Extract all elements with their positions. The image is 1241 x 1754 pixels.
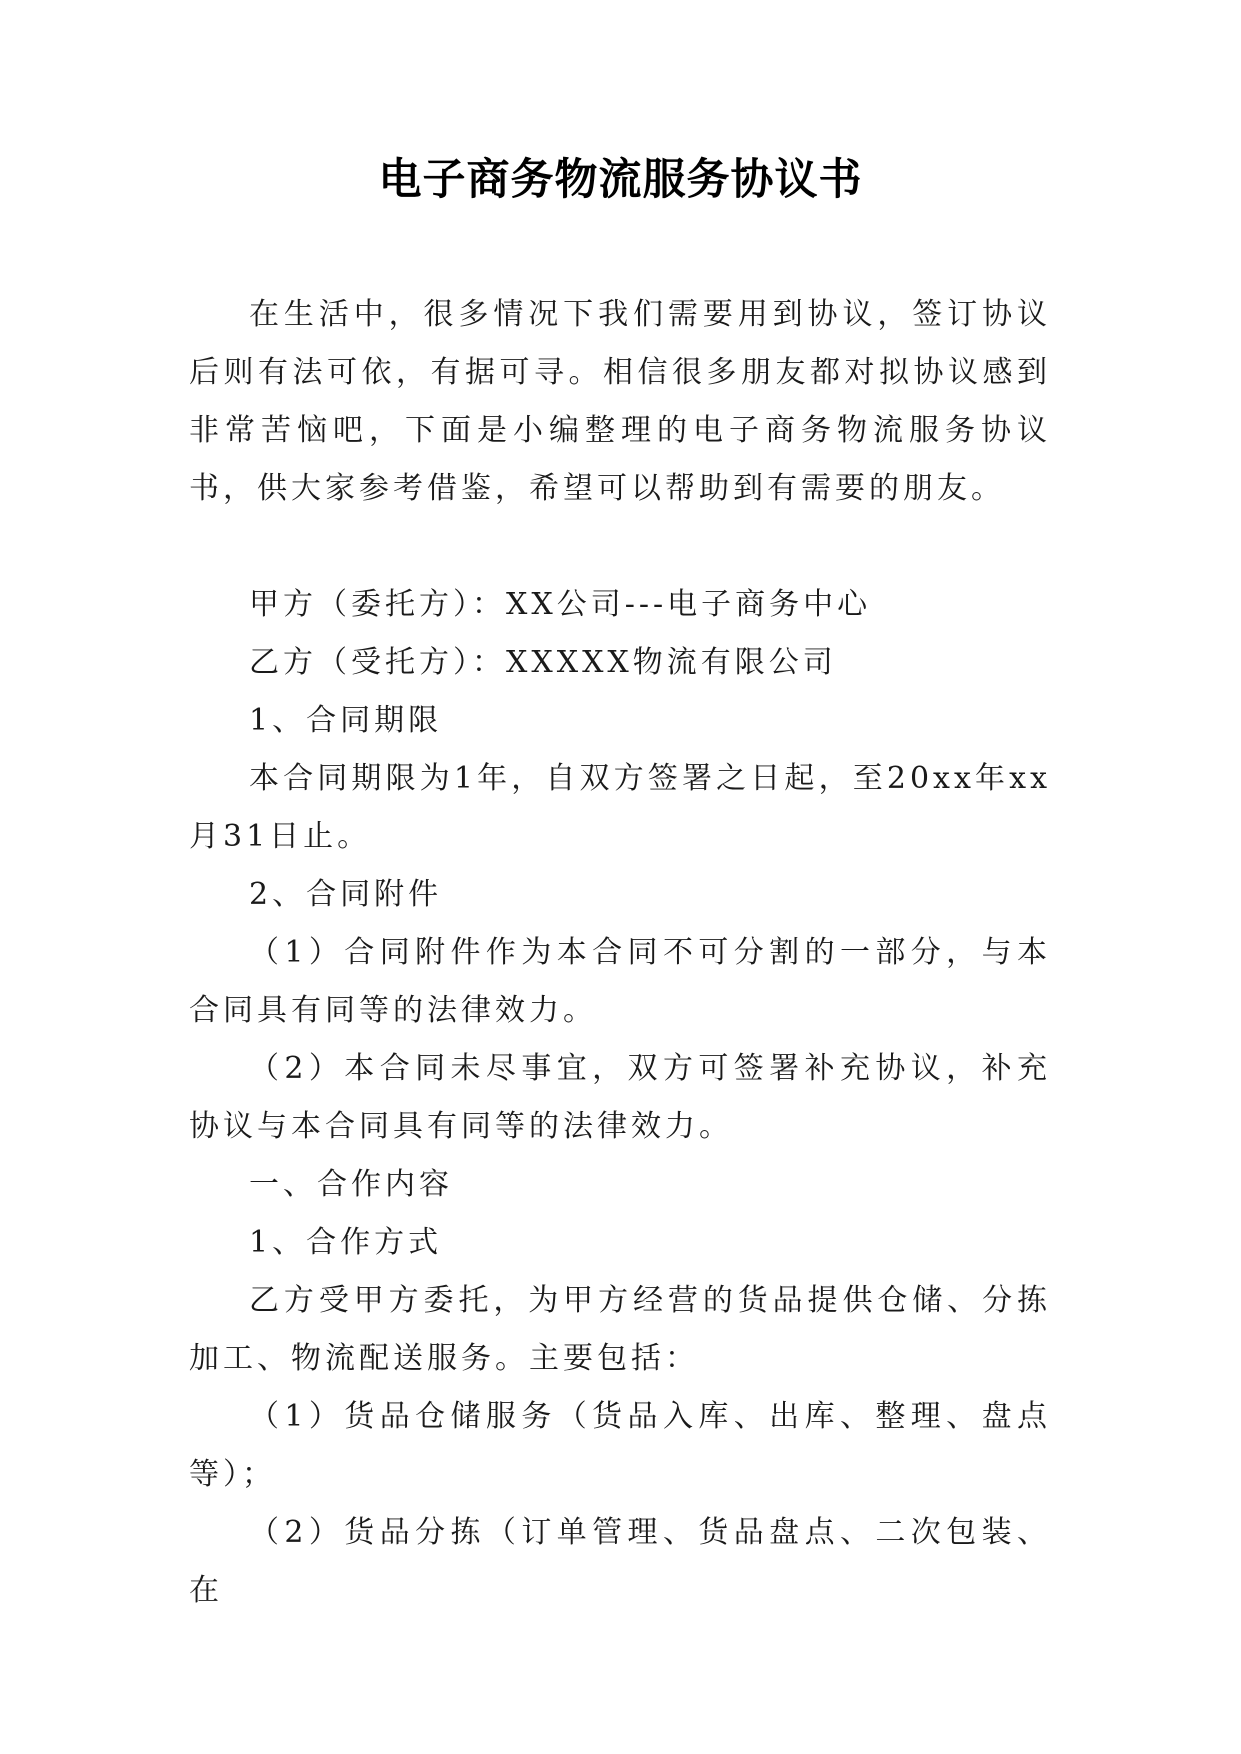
section-heading: 一、合作内容 bbox=[249, 1167, 453, 1202]
party-a-line: 甲方（委托方）：XX公司---电子商务中心 bbox=[249, 587, 872, 622]
body-paragraph: （1）合同附件作为本合同不可分割的一部分，与本合同具有同等的法律效力。 bbox=[189, 935, 1051, 1028]
section-heading: 1、合同期限 bbox=[249, 703, 443, 738]
document-body bbox=[189, 286, 1051, 1620]
party-b-line: 乙方（受托方）：XXXXX物流有限公司 bbox=[249, 645, 837, 680]
intro-paragraph: 在生活中，很多情况下我们需要用到协议，签订协议后则有法可依，有据可寻。相信很多朋友都对拟协议感到非常苦恼吧，下面是小编整理的电子商务物流服务协议书，供大家参考借鉴，希望可以帮助到有需要的朋友。 bbox=[189, 297, 1051, 506]
document-title: 电子商务物流服务协议书 bbox=[378, 155, 863, 205]
body-paragraph: 本合同期限为1年，自双方签署之日起，至20xx年xx月31日止。 bbox=[189, 761, 1051, 854]
section-heading: 1、合作方式 bbox=[249, 1225, 443, 1260]
body-paragraph: 乙方受甲方委托，为甲方经营的货品提供仓储、分拣加工、物流配送服务。主要包括： bbox=[189, 1283, 1051, 1376]
body-paragraph: （1）货品仓储服务（货品入库、出库、整理、盘点等）； bbox=[189, 1399, 1051, 1492]
section-heading: 2、合同附件 bbox=[249, 877, 443, 912]
body-paragraph: （2）货品分拣（订单管理、货品盘点、二次包装、在 bbox=[189, 1515, 1051, 1608]
body-paragraph: （2）本合同未尽事宜，双方可签署补充协议，补充协议与本合同具有同等的法律效力。 bbox=[189, 1051, 1051, 1144]
